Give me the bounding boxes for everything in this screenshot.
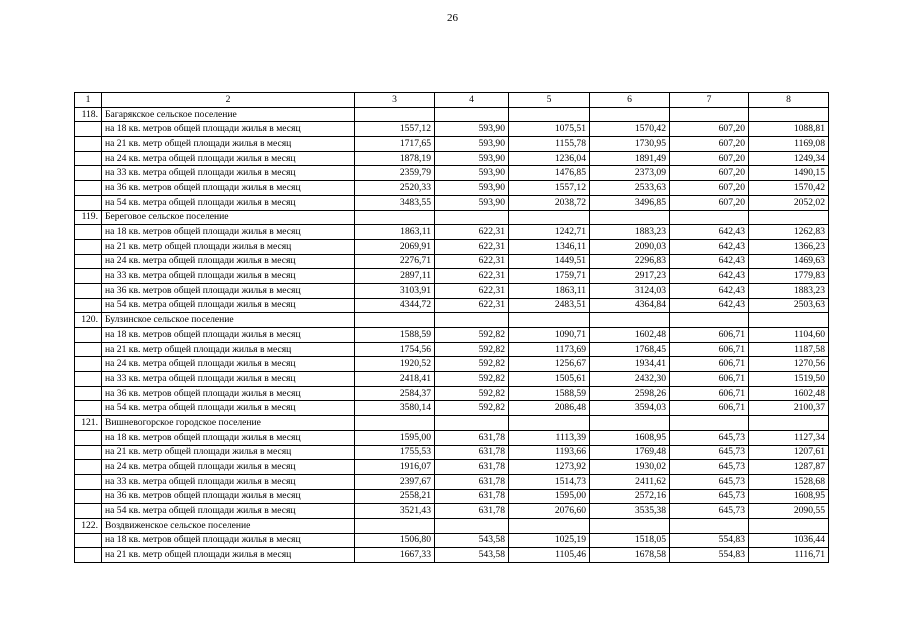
value-cell-3: 1863,11 (355, 225, 435, 240)
value-cell-7: 645,73 (670, 474, 749, 489)
table-row (75, 269, 829, 284)
table-row (75, 195, 829, 210)
value-cell-3: 1588,59 (355, 328, 435, 343)
empty-cell (590, 107, 670, 122)
value-cell-5: 1105,46 (509, 548, 590, 563)
value-cell-4: 592,82 (435, 342, 509, 357)
empty-cell (75, 474, 102, 489)
section-name: Воздвиженское сельское поселение (102, 518, 355, 533)
table-row (75, 548, 829, 563)
row-label: на 21 кв. метр общей площади жилья в месяц (102, 445, 355, 460)
section-row (75, 210, 829, 225)
value-cell-8: 1116,71 (749, 548, 829, 563)
table-row (75, 445, 829, 460)
value-cell-5: 1075,51 (509, 122, 590, 137)
value-cell-7: 645,73 (670, 460, 749, 475)
value-cell-6: 1678,58 (590, 548, 670, 563)
value-cell-3: 1506,80 (355, 533, 435, 548)
value-cell-3: 2584,37 (355, 386, 435, 401)
value-cell-4: 592,82 (435, 401, 509, 416)
value-cell-5: 1236,04 (509, 151, 590, 166)
table-row (75, 283, 829, 298)
row-label: на 54 кв. метра общей площади жилья в месяц (102, 401, 355, 416)
value-cell-7: 606,71 (670, 386, 749, 401)
table-row (75, 328, 829, 343)
value-cell-5: 1346,11 (509, 239, 590, 254)
empty-cell (509, 210, 590, 225)
row-label: на 54 кв. метра общей площади жилья в месяц (102, 195, 355, 210)
value-cell-8: 1287,87 (749, 460, 829, 475)
value-cell-8: 1249,34 (749, 151, 829, 166)
value-cell-7: 645,73 (670, 445, 749, 460)
value-cell-8: 1187,58 (749, 342, 829, 357)
value-cell-5: 1173,69 (509, 342, 590, 357)
value-cell-4: 593,90 (435, 181, 509, 196)
value-cell-5: 1759,71 (509, 269, 590, 284)
value-cell-3: 1557,12 (355, 122, 435, 137)
value-cell-3: 2069,91 (355, 239, 435, 254)
empty-cell (75, 298, 102, 313)
value-cell-5: 1449,51 (509, 254, 590, 269)
table-row (75, 533, 829, 548)
row-label: на 54 кв. метра общей площади жилья в месяц (102, 298, 355, 313)
value-cell-8: 1366,23 (749, 239, 829, 254)
section-index: 120. (75, 313, 102, 328)
column-header-2: 2 (102, 93, 355, 108)
empty-cell (75, 283, 102, 298)
empty-cell (435, 518, 509, 533)
section-row (75, 416, 829, 431)
row-label: на 36 кв. метров общей площади жилья в месяц (102, 489, 355, 504)
value-cell-4: 631,78 (435, 430, 509, 445)
empty-cell (75, 342, 102, 357)
value-cell-6: 3124,03 (590, 283, 670, 298)
section-index: 121. (75, 416, 102, 431)
row-label: на 33 кв. метра общей площади жилья в месяц (102, 166, 355, 181)
empty-cell (355, 518, 435, 533)
value-cell-4: 593,90 (435, 137, 509, 152)
value-cell-7: 607,20 (670, 151, 749, 166)
empty-cell (509, 416, 590, 431)
table-row (75, 504, 829, 519)
value-cell-4: 622,31 (435, 254, 509, 269)
value-cell-7: 645,73 (670, 489, 749, 504)
value-cell-6: 2090,03 (590, 239, 670, 254)
value-cell-8: 1127,34 (749, 430, 829, 445)
table-row (75, 122, 829, 137)
section-name: Береговое сельское поселение (102, 210, 355, 225)
value-cell-4: 622,31 (435, 283, 509, 298)
value-cell-3: 1755,53 (355, 445, 435, 460)
row-label: на 33 кв. метра общей площади жилья в месяц (102, 269, 355, 284)
table-row (75, 386, 829, 401)
value-cell-6: 2533,63 (590, 181, 670, 196)
section-row (75, 107, 829, 122)
value-cell-6: 2598,26 (590, 386, 670, 401)
value-cell-3: 4344,72 (355, 298, 435, 313)
table-row (75, 137, 829, 152)
value-cell-5: 1476,85 (509, 166, 590, 181)
empty-cell (435, 107, 509, 122)
empty-cell (75, 151, 102, 166)
empty-cell (509, 518, 590, 533)
table-row (75, 239, 829, 254)
value-cell-5: 1025,19 (509, 533, 590, 548)
value-cell-5: 1242,71 (509, 225, 590, 240)
value-cell-3: 2897,11 (355, 269, 435, 284)
value-cell-4: 631,78 (435, 445, 509, 460)
value-cell-6: 2432,30 (590, 372, 670, 387)
value-cell-7: 607,20 (670, 166, 749, 181)
value-cell-5: 2086,48 (509, 401, 590, 416)
section-row (75, 518, 829, 533)
empty-cell (670, 107, 749, 122)
value-cell-8: 1602,48 (749, 386, 829, 401)
value-cell-8: 1883,23 (749, 283, 829, 298)
value-cell-8: 1088,81 (749, 122, 829, 137)
row-label: на 24 кв. метра общей площади жилья в месяц (102, 357, 355, 372)
column-header-4: 4 (435, 93, 509, 108)
value-cell-5: 1595,00 (509, 489, 590, 504)
table-row (75, 254, 829, 269)
row-label: на 18 кв. метров общей площади жилья в месяц (102, 430, 355, 445)
tariff-table (74, 92, 829, 563)
row-label: на 21 кв. метр общей площади жилья в месяц (102, 239, 355, 254)
value-cell-4: 543,58 (435, 548, 509, 563)
value-cell-3: 3103,91 (355, 283, 435, 298)
empty-cell (75, 254, 102, 269)
value-cell-6: 1769,48 (590, 445, 670, 460)
value-cell-6: 3496,85 (590, 195, 670, 210)
value-cell-7: 642,43 (670, 298, 749, 313)
value-cell-3: 2558,21 (355, 489, 435, 504)
value-cell-7: 642,43 (670, 283, 749, 298)
table-body (75, 93, 829, 563)
table-row (75, 298, 829, 313)
table-row (75, 225, 829, 240)
value-cell-4: 631,78 (435, 460, 509, 475)
row-label: на 18 кв. метров общей площади жилья в месяц (102, 328, 355, 343)
value-cell-8: 2100,37 (749, 401, 829, 416)
value-cell-8: 1169,08 (749, 137, 829, 152)
table-row (75, 460, 829, 475)
value-cell-4: 592,82 (435, 386, 509, 401)
empty-cell (509, 107, 590, 122)
value-cell-6: 2411,62 (590, 474, 670, 489)
value-cell-4: 592,82 (435, 328, 509, 343)
empty-cell (590, 210, 670, 225)
empty-cell (590, 518, 670, 533)
value-cell-7: 642,43 (670, 225, 749, 240)
value-cell-8: 2052,02 (749, 195, 829, 210)
value-cell-4: 543,58 (435, 533, 509, 548)
column-header-8: 8 (749, 93, 829, 108)
value-cell-7: 554,83 (670, 548, 749, 563)
value-cell-6: 1570,42 (590, 122, 670, 137)
column-header-5: 5 (509, 93, 590, 108)
value-cell-6: 3594,03 (590, 401, 670, 416)
empty-cell (670, 518, 749, 533)
value-cell-7: 607,20 (670, 181, 749, 196)
table-row (75, 430, 829, 445)
table-row (75, 372, 829, 387)
empty-cell (509, 313, 590, 328)
value-cell-6: 1602,48 (590, 328, 670, 343)
value-cell-8: 1519,50 (749, 372, 829, 387)
empty-cell (590, 416, 670, 431)
row-label: на 36 кв. метров общей площади жилья в месяц (102, 386, 355, 401)
value-cell-8: 1270,56 (749, 357, 829, 372)
empty-cell (355, 107, 435, 122)
value-cell-4: 631,78 (435, 489, 509, 504)
value-cell-3: 1920,52 (355, 357, 435, 372)
table-row (75, 474, 829, 489)
column-header-6: 6 (590, 93, 670, 108)
empty-cell (435, 313, 509, 328)
value-cell-4: 622,31 (435, 298, 509, 313)
value-cell-5: 1557,12 (509, 181, 590, 196)
section-name: Багарякское сельское поселение (102, 107, 355, 122)
value-cell-6: 4364,84 (590, 298, 670, 313)
empty-cell (749, 210, 829, 225)
value-cell-8: 1608,95 (749, 489, 829, 504)
row-label: на 21 кв. метр общей площади жилья в месяц (102, 137, 355, 152)
empty-cell (355, 416, 435, 431)
value-cell-4: 631,78 (435, 504, 509, 519)
value-cell-7: 606,71 (670, 357, 749, 372)
value-cell-3: 1595,00 (355, 430, 435, 445)
value-cell-8: 1528,68 (749, 474, 829, 489)
row-label: на 24 кв. метра общей площади жилья в месяц (102, 151, 355, 166)
value-cell-6: 1883,23 (590, 225, 670, 240)
value-cell-6: 1891,49 (590, 151, 670, 166)
value-cell-5: 1193,66 (509, 445, 590, 460)
row-label: на 36 кв. метров общей площади жилья в месяц (102, 181, 355, 196)
value-cell-8: 1570,42 (749, 181, 829, 196)
value-cell-3: 2520,33 (355, 181, 435, 196)
header-row (75, 93, 829, 108)
value-cell-7: 607,20 (670, 122, 749, 137)
value-cell-7: 607,20 (670, 137, 749, 152)
row-label: на 24 кв. метра общей площади жилья в месяц (102, 254, 355, 269)
value-cell-3: 1667,33 (355, 548, 435, 563)
empty-cell (75, 430, 102, 445)
value-cell-6: 1730,95 (590, 137, 670, 152)
empty-cell (435, 416, 509, 431)
value-cell-3: 3483,55 (355, 195, 435, 210)
empty-cell (75, 372, 102, 387)
row-label: на 18 кв. метров общей площади жилья в месяц (102, 122, 355, 137)
value-cell-4: 593,90 (435, 122, 509, 137)
value-cell-5: 1256,67 (509, 357, 590, 372)
value-cell-6: 1518,05 (590, 533, 670, 548)
value-cell-6: 3535,38 (590, 504, 670, 519)
row-label: на 54 кв. метра общей площади жилья в месяц (102, 504, 355, 519)
value-cell-3: 1916,07 (355, 460, 435, 475)
value-cell-8: 2090,55 (749, 504, 829, 519)
value-cell-4: 593,90 (435, 151, 509, 166)
empty-cell (75, 181, 102, 196)
value-cell-5: 2483,51 (509, 298, 590, 313)
value-cell-7: 607,20 (670, 195, 749, 210)
value-cell-7: 645,73 (670, 430, 749, 445)
value-cell-8: 1207,61 (749, 445, 829, 460)
value-cell-8: 1779,83 (749, 269, 829, 284)
empty-cell (75, 460, 102, 475)
value-cell-4: 593,90 (435, 166, 509, 181)
row-label: на 36 кв. метров общей площади жилья в месяц (102, 283, 355, 298)
empty-cell (355, 313, 435, 328)
value-cell-8: 1490,15 (749, 166, 829, 181)
row-label: на 33 кв. метра общей площади жилья в месяц (102, 372, 355, 387)
value-cell-4: 592,82 (435, 357, 509, 372)
value-cell-5: 1863,11 (509, 283, 590, 298)
empty-cell (75, 195, 102, 210)
value-cell-4: 592,82 (435, 372, 509, 387)
empty-cell (75, 225, 102, 240)
empty-cell (75, 269, 102, 284)
value-cell-6: 2917,23 (590, 269, 670, 284)
empty-cell (75, 328, 102, 343)
value-cell-3: 2359,79 (355, 166, 435, 181)
value-cell-7: 642,43 (670, 239, 749, 254)
value-cell-6: 1608,95 (590, 430, 670, 445)
value-cell-3: 3580,14 (355, 401, 435, 416)
empty-cell (749, 107, 829, 122)
row-label: на 21 кв. метр общей площади жилья в месяц (102, 548, 355, 563)
value-cell-5: 1505,61 (509, 372, 590, 387)
table-row (75, 151, 829, 166)
page-number: 26 (447, 12, 458, 24)
empty-cell (75, 166, 102, 181)
value-cell-4: 593,90 (435, 195, 509, 210)
value-cell-7: 606,71 (670, 401, 749, 416)
empty-cell (670, 210, 749, 225)
value-cell-7: 606,71 (670, 328, 749, 343)
empty-cell (75, 401, 102, 416)
value-cell-6: 1934,41 (590, 357, 670, 372)
value-cell-3: 2397,67 (355, 474, 435, 489)
row-label: на 18 кв. метров общей площади жилья в месяц (102, 533, 355, 548)
row-label: на 33 кв. метра общей площади жилья в месяц (102, 474, 355, 489)
value-cell-6: 1930,02 (590, 460, 670, 475)
section-index: 118. (75, 107, 102, 122)
value-cell-4: 622,31 (435, 225, 509, 240)
value-cell-5: 1588,59 (509, 386, 590, 401)
value-cell-4: 622,31 (435, 239, 509, 254)
value-cell-8: 1262,83 (749, 225, 829, 240)
empty-cell (670, 416, 749, 431)
empty-cell (749, 313, 829, 328)
table-row (75, 181, 829, 196)
value-cell-4: 631,78 (435, 474, 509, 489)
value-cell-3: 1754,56 (355, 342, 435, 357)
value-cell-5: 1113,39 (509, 430, 590, 445)
empty-cell (75, 357, 102, 372)
section-row (75, 313, 829, 328)
value-cell-6: 1768,45 (590, 342, 670, 357)
table-row (75, 489, 829, 504)
column-header-7: 7 (670, 93, 749, 108)
section-name: Вишневогорское городское поселение (102, 416, 355, 431)
table-row (75, 166, 829, 181)
value-cell-5: 2076,60 (509, 504, 590, 519)
empty-cell (75, 445, 102, 460)
empty-cell (75, 548, 102, 563)
empty-cell (749, 518, 829, 533)
value-cell-3: 2418,41 (355, 372, 435, 387)
value-cell-7: 554,83 (670, 533, 749, 548)
value-cell-5: 1090,71 (509, 328, 590, 343)
empty-cell (590, 313, 670, 328)
empty-cell (670, 313, 749, 328)
value-cell-8: 1036,44 (749, 533, 829, 548)
value-cell-5: 1155,78 (509, 137, 590, 152)
section-index: 119. (75, 210, 102, 225)
row-label: на 21 кв. метр общей площади жилья в месяц (102, 342, 355, 357)
value-cell-4: 622,31 (435, 269, 509, 284)
value-cell-8: 1469,63 (749, 254, 829, 269)
value-cell-7: 645,73 (670, 504, 749, 519)
table-row (75, 401, 829, 416)
empty-cell (749, 416, 829, 431)
empty-cell (355, 210, 435, 225)
column-header-3: 3 (355, 93, 435, 108)
value-cell-6: 2373,09 (590, 166, 670, 181)
value-cell-5: 1273,92 (509, 460, 590, 475)
value-cell-5: 2038,72 (509, 195, 590, 210)
value-cell-8: 1104,60 (749, 328, 829, 343)
value-cell-7: 642,43 (670, 269, 749, 284)
value-cell-3: 1717,65 (355, 137, 435, 152)
empty-cell (75, 489, 102, 504)
value-cell-3: 1878,19 (355, 151, 435, 166)
row-label: на 24 кв. метра общей площади жилья в месяц (102, 460, 355, 475)
table-row (75, 357, 829, 372)
value-cell-5: 1514,73 (509, 474, 590, 489)
empty-cell (435, 210, 509, 225)
empty-cell (75, 533, 102, 548)
value-cell-8: 2503,63 (749, 298, 829, 313)
value-cell-6: 2296,83 (590, 254, 670, 269)
value-cell-7: 606,71 (670, 372, 749, 387)
column-header-1: 1 (75, 93, 102, 108)
value-cell-3: 2276,71 (355, 254, 435, 269)
table-row (75, 342, 829, 357)
value-cell-7: 642,43 (670, 254, 749, 269)
empty-cell (75, 137, 102, 152)
value-cell-3: 3521,43 (355, 504, 435, 519)
section-name: Булзинское сельское поселение (102, 313, 355, 328)
row-label: на 18 кв. метров общей площади жилья в месяц (102, 225, 355, 240)
value-cell-7: 606,71 (670, 342, 749, 357)
empty-cell (75, 122, 102, 137)
empty-cell (75, 504, 102, 519)
value-cell-6: 2572,16 (590, 489, 670, 504)
empty-cell (75, 239, 102, 254)
empty-cell (75, 386, 102, 401)
section-index: 122. (75, 518, 102, 533)
